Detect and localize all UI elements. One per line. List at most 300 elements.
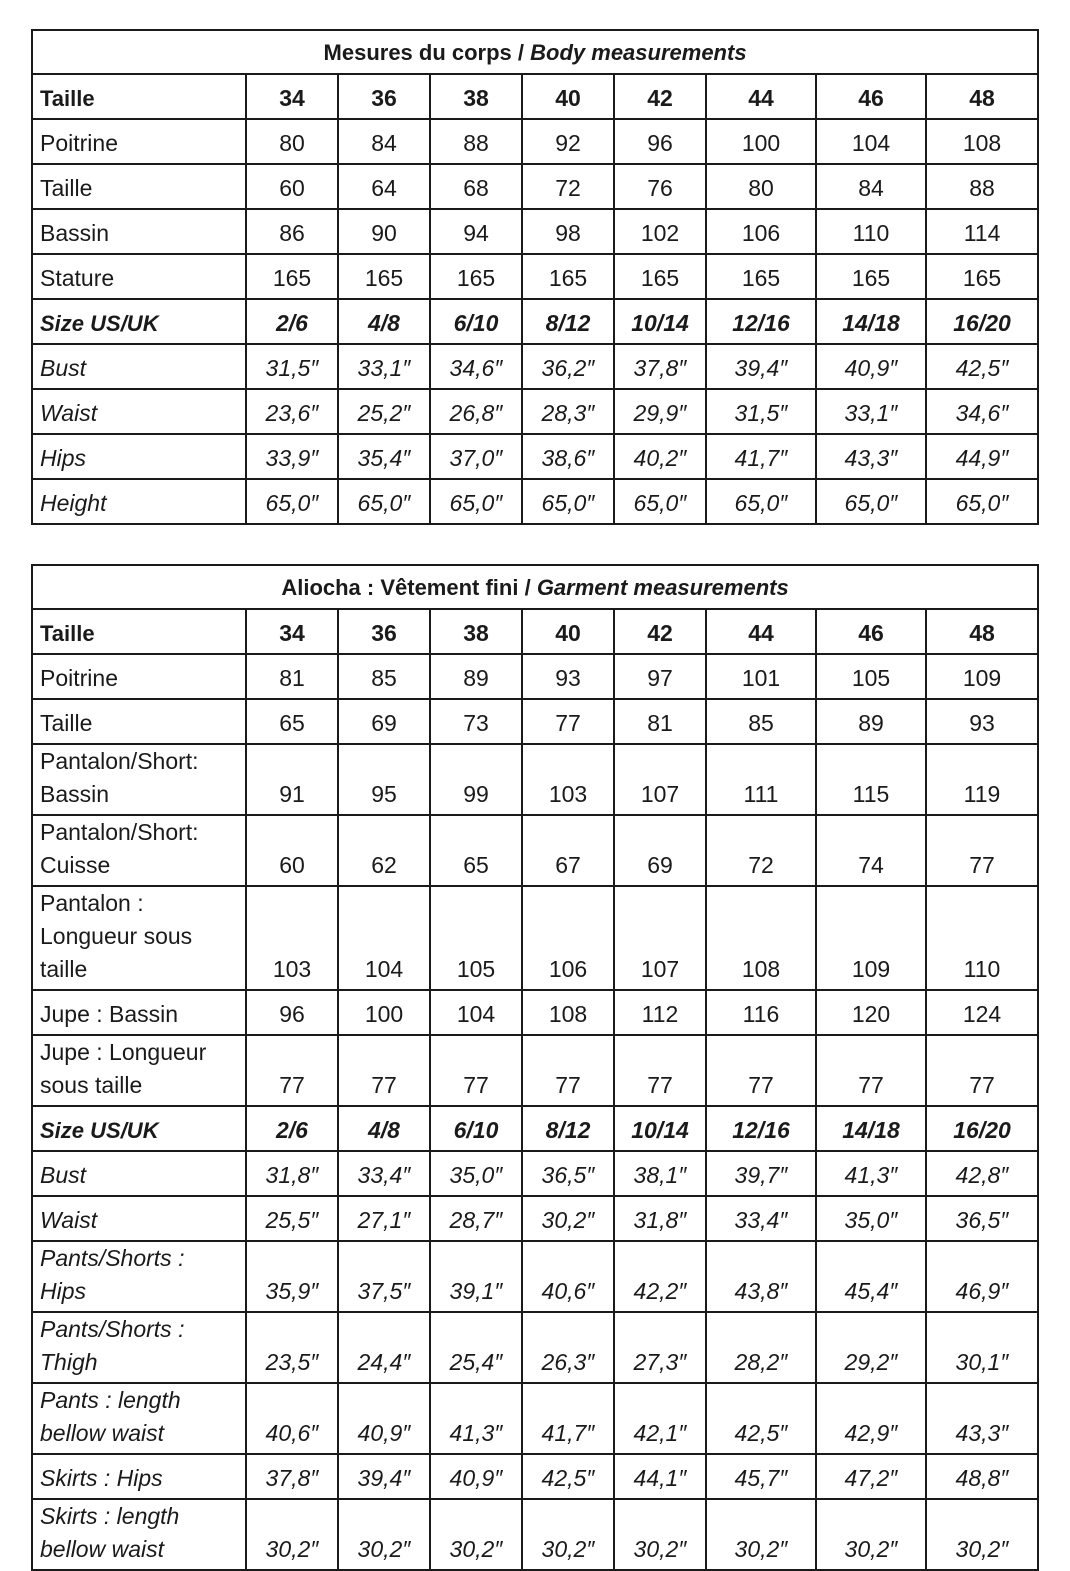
value-cell: 92	[522, 119, 614, 164]
value-cell: 72	[522, 164, 614, 209]
size-cell: 12/16	[706, 299, 816, 344]
value-cell: 30,2″	[522, 1196, 614, 1241]
value-cell: 65,0″	[430, 479, 522, 524]
size-cell: 42	[614, 74, 706, 119]
table-row	[32, 389, 1038, 434]
value-cell: 98	[522, 209, 614, 254]
value-cell: 69	[614, 815, 706, 886]
value-cell: 65	[430, 815, 522, 886]
size-cell: 2/6	[246, 299, 338, 344]
value-cell: 124	[926, 990, 1038, 1035]
value-cell: 28,2″	[706, 1312, 816, 1383]
value-cell: 88	[430, 119, 522, 164]
value-cell: 68	[430, 164, 522, 209]
value-cell: 33,4″	[338, 1151, 430, 1196]
value-cell: 42,8″	[926, 1151, 1038, 1196]
row-label-line: Cuisse	[40, 852, 111, 878]
row-label	[32, 254, 246, 299]
row-label-line: Pantalon/Short:	[40, 748, 199, 774]
value-cell: 29,2″	[816, 1312, 926, 1383]
value-cell: 100	[706, 119, 816, 164]
value-cell: 37,8″	[246, 1454, 338, 1499]
size-header-row	[32, 609, 1038, 654]
value-cell: 100	[338, 990, 430, 1035]
value-cell: 25,2″	[338, 389, 430, 434]
row-label-line: Thigh	[40, 1349, 98, 1375]
value-cell: 40,6″	[522, 1241, 614, 1312]
value-cell: 99	[430, 744, 522, 815]
size-cell: 48	[926, 74, 1038, 119]
row-label-line: taille	[40, 956, 88, 982]
value-cell: 33,1″	[338, 344, 430, 389]
size-cell: 6/10	[430, 1106, 522, 1151]
value-cell: 165	[430, 254, 522, 299]
value-cell: 105	[430, 886, 522, 990]
table-row	[32, 1241, 1038, 1312]
value-cell: 41,7″	[706, 434, 816, 479]
table-title-row	[32, 565, 1038, 609]
row-label	[32, 119, 246, 164]
value-cell: 26,3″	[522, 1312, 614, 1383]
row-label-line: Jupe : Longueur	[40, 1039, 207, 1065]
row-label: Size US/UK	[32, 299, 246, 344]
value-cell: 107	[614, 744, 706, 815]
value-cell: 110	[926, 886, 1038, 990]
value-cell: 30,2″	[614, 1499, 706, 1570]
row-label: Taille	[32, 74, 246, 119]
value-cell: 38,1″	[614, 1151, 706, 1196]
row-label	[32, 654, 246, 699]
size-cell: 48	[926, 609, 1038, 654]
value-cell: 165	[614, 254, 706, 299]
size-cell: 36	[338, 609, 430, 654]
size-cell: 2/6	[246, 1106, 338, 1151]
size-cell: 4/8	[338, 299, 430, 344]
size-cell: 46	[816, 609, 926, 654]
table-row	[32, 1312, 1038, 1383]
value-cell: 114	[926, 209, 1038, 254]
row-label-line: Bust	[40, 355, 87, 381]
size-cell: 44	[706, 74, 816, 119]
value-cell: 34,6″	[430, 344, 522, 389]
size-cell: 42	[614, 609, 706, 654]
row-label	[32, 699, 246, 744]
row-label-line: Bassin	[40, 781, 110, 807]
value-cell: 31,8″	[246, 1151, 338, 1196]
row-label: Taille	[32, 609, 246, 654]
value-cell: 30,1″	[926, 1312, 1038, 1383]
table-row	[32, 119, 1038, 164]
value-cell: 106	[706, 209, 816, 254]
value-cell: 46,9″	[926, 1241, 1038, 1312]
row-label-line: Pants : length	[40, 1387, 181, 1413]
value-cell: 165	[816, 254, 926, 299]
row-label	[32, 1499, 246, 1570]
table-title-row	[32, 30, 1038, 74]
value-cell: 96	[246, 990, 338, 1035]
row-label-line: Waist	[40, 1207, 98, 1233]
size-cell: 10/14	[614, 1106, 706, 1151]
value-cell: 48,8″	[926, 1454, 1038, 1499]
value-cell: 30,2″	[926, 1499, 1038, 1570]
value-cell: 42,5″	[926, 344, 1038, 389]
value-cell: 85	[338, 654, 430, 699]
value-cell: 64	[338, 164, 430, 209]
value-cell: 29,9″	[614, 389, 706, 434]
size-cell: 6/10	[430, 299, 522, 344]
value-cell: 65,0″	[926, 479, 1038, 524]
body-measurements-table	[31, 29, 1039, 525]
value-cell: 80	[706, 164, 816, 209]
row-label-line: bellow waist	[40, 1420, 164, 1446]
value-cell: 37,5″	[338, 1241, 430, 1312]
value-cell: 84	[338, 119, 430, 164]
row-label: Size US/UK	[32, 1106, 246, 1151]
value-cell: 77	[522, 1035, 614, 1106]
value-cell: 43,3″	[926, 1383, 1038, 1454]
value-cell: 65,0″	[246, 479, 338, 524]
value-cell: 109	[816, 886, 926, 990]
value-cell: 23,5″	[246, 1312, 338, 1383]
table-row	[32, 1499, 1038, 1570]
row-label-line: Pantalon/Short:	[40, 819, 199, 845]
size-cell: 8/12	[522, 299, 614, 344]
value-cell: 77	[614, 1035, 706, 1106]
value-cell: 108	[706, 886, 816, 990]
value-cell: 40,9″	[816, 344, 926, 389]
size-cell: 40	[522, 609, 614, 654]
row-label-line: Stature	[40, 265, 115, 291]
row-label	[32, 389, 246, 434]
value-cell: 42,5″	[706, 1383, 816, 1454]
size-cell: 34	[246, 74, 338, 119]
size-header-row	[32, 74, 1038, 119]
table-row	[32, 654, 1038, 699]
value-cell: 43,3″	[816, 434, 926, 479]
value-cell: 72	[706, 815, 816, 886]
value-cell: 60	[246, 164, 338, 209]
value-cell: 104	[816, 119, 926, 164]
value-cell: 102	[614, 209, 706, 254]
value-cell: 40,9″	[338, 1383, 430, 1454]
value-cell: 67	[522, 815, 614, 886]
value-cell: 31,5″	[706, 389, 816, 434]
value-cell: 65,0″	[614, 479, 706, 524]
size-cell: 12/16	[706, 1106, 816, 1151]
value-cell: 37,8″	[614, 344, 706, 389]
value-cell: 103	[246, 886, 338, 990]
value-cell: 165	[246, 254, 338, 299]
size-cell: 38	[430, 74, 522, 119]
value-cell: 119	[926, 744, 1038, 815]
value-cell: 39,4″	[706, 344, 816, 389]
value-cell: 25,4″	[430, 1312, 522, 1383]
size-cell: 8/12	[522, 1106, 614, 1151]
value-cell: 106	[522, 886, 614, 990]
row-label	[32, 1196, 246, 1241]
value-cell: 77	[430, 1035, 522, 1106]
value-cell: 94	[430, 209, 522, 254]
us-size-header-row	[32, 299, 1038, 344]
row-label-line: Bassin	[40, 220, 110, 246]
value-cell: 77	[338, 1035, 430, 1106]
row-label	[32, 1312, 246, 1383]
value-cell: 76	[614, 164, 706, 209]
value-cell: 39,7″	[706, 1151, 816, 1196]
value-cell: 93	[522, 654, 614, 699]
value-cell: 41,7″	[522, 1383, 614, 1454]
value-cell: 74	[816, 815, 926, 886]
row-label-line: Jupe : Bassin	[40, 1001, 179, 1027]
value-cell: 36,5″	[522, 1151, 614, 1196]
row-label-line: Skirts : length	[40, 1503, 180, 1529]
value-cell: 90	[338, 209, 430, 254]
title-en: Garment measurements	[536, 574, 789, 600]
size-cell: 34	[246, 609, 338, 654]
value-cell: 31,8″	[614, 1196, 706, 1241]
row-label-line: bellow waist	[40, 1536, 164, 1562]
value-cell: 88	[926, 164, 1038, 209]
row-label-line: Poitrine	[40, 665, 118, 691]
value-cell: 103	[522, 744, 614, 815]
size-cell: 36	[338, 74, 430, 119]
value-cell: 77	[926, 815, 1038, 886]
value-cell: 65,0″	[338, 479, 430, 524]
value-cell: 30,2″	[246, 1499, 338, 1570]
value-cell: 95	[338, 744, 430, 815]
value-cell: 93	[926, 699, 1038, 744]
value-cell: 44,9″	[926, 434, 1038, 479]
table-title	[32, 565, 1038, 609]
row-label-line: Hips	[40, 1278, 87, 1304]
value-cell: 69	[338, 699, 430, 744]
value-cell: 42,1″	[614, 1383, 706, 1454]
value-cell: 96	[614, 119, 706, 164]
value-cell: 24,4″	[338, 1312, 430, 1383]
value-cell: 73	[430, 699, 522, 744]
table-row	[32, 1454, 1038, 1499]
size-cell: 14/18	[816, 1106, 926, 1151]
value-cell: 30,2″	[816, 1499, 926, 1570]
value-cell: 104	[430, 990, 522, 1035]
value-cell: 120	[816, 990, 926, 1035]
us-size-header-row	[32, 1106, 1038, 1151]
row-label	[32, 1383, 246, 1454]
value-cell: 27,3″	[614, 1312, 706, 1383]
table-row	[32, 344, 1038, 389]
value-cell: 77	[522, 699, 614, 744]
row-label	[32, 744, 246, 815]
value-cell: 111	[706, 744, 816, 815]
row-label-line: Hips	[40, 445, 87, 471]
value-cell: 65,0″	[522, 479, 614, 524]
row-label	[32, 209, 246, 254]
value-cell: 81	[614, 699, 706, 744]
value-cell: 108	[522, 990, 614, 1035]
row-label-line: Pants/Shorts :	[40, 1316, 185, 1342]
value-cell: 105	[816, 654, 926, 699]
row-label	[32, 434, 246, 479]
value-cell: 65,0″	[816, 479, 926, 524]
value-cell: 115	[816, 744, 926, 815]
row-label	[32, 1035, 246, 1106]
table-body	[32, 30, 1038, 524]
value-cell: 77	[926, 1035, 1038, 1106]
table-row	[32, 209, 1038, 254]
value-cell: 109	[926, 654, 1038, 699]
value-cell: 65,0″	[706, 479, 816, 524]
size-cell: 16/20	[926, 299, 1038, 344]
value-cell: 40,2″	[614, 434, 706, 479]
table-row	[32, 164, 1038, 209]
value-cell: 45,4″	[816, 1241, 926, 1312]
row-label	[32, 344, 246, 389]
row-label	[32, 1241, 246, 1312]
value-cell: 31,5″	[246, 344, 338, 389]
table-row	[32, 1151, 1038, 1196]
value-cell: 165	[338, 254, 430, 299]
row-label-line: Bust	[40, 1162, 87, 1188]
value-cell: 165	[522, 254, 614, 299]
value-cell: 30,2″	[706, 1499, 816, 1570]
value-cell: 42,9″	[816, 1383, 926, 1454]
table-row	[32, 1035, 1038, 1106]
value-cell: 33,4″	[706, 1196, 816, 1241]
value-cell: 40,9″	[430, 1454, 522, 1499]
value-cell: 62	[338, 815, 430, 886]
value-cell: 35,0″	[816, 1196, 926, 1241]
value-cell: 35,9″	[246, 1241, 338, 1312]
value-cell: 97	[614, 654, 706, 699]
value-cell: 38,6″	[522, 434, 614, 479]
value-cell: 77	[706, 1035, 816, 1106]
value-cell: 47,2″	[816, 1454, 926, 1499]
value-cell: 35,4″	[338, 434, 430, 479]
value-cell: 36,5″	[926, 1196, 1038, 1241]
value-cell: 40,6″	[246, 1383, 338, 1454]
table-row	[32, 886, 1038, 990]
value-cell: 43,8″	[706, 1241, 816, 1312]
row-label	[32, 990, 246, 1035]
value-cell: 107	[614, 886, 706, 990]
value-cell: 28,3″	[522, 389, 614, 434]
row-label-line: Height	[40, 490, 107, 516]
value-cell: 33,9″	[246, 434, 338, 479]
row-label-line: Pantalon :	[40, 890, 144, 916]
value-cell: 77	[246, 1035, 338, 1106]
row-label-line: Skirts : Hips	[40, 1465, 163, 1491]
table-title	[32, 30, 1038, 74]
size-cell: 10/14	[614, 299, 706, 344]
title-fr: Mesures du corps /	[323, 39, 531, 65]
value-cell: 42,2″	[614, 1241, 706, 1312]
value-cell: 25,5″	[246, 1196, 338, 1241]
value-cell: 80	[246, 119, 338, 164]
value-cell: 41,3″	[430, 1383, 522, 1454]
value-cell: 37,0″	[430, 434, 522, 479]
value-cell: 81	[246, 654, 338, 699]
table-row	[32, 479, 1038, 524]
value-cell: 35,0″	[430, 1151, 522, 1196]
value-cell: 44,1″	[614, 1454, 706, 1499]
size-cell: 44	[706, 609, 816, 654]
value-cell: 84	[816, 164, 926, 209]
value-cell: 39,4″	[338, 1454, 430, 1499]
table-row	[32, 990, 1038, 1035]
value-cell: 86	[246, 209, 338, 254]
size-cell: 38	[430, 609, 522, 654]
size-cell: 46	[816, 74, 926, 119]
size-cell: 4/8	[338, 1106, 430, 1151]
value-cell: 85	[706, 699, 816, 744]
value-cell: 108	[926, 119, 1038, 164]
row-label-line: sous taille	[40, 1072, 143, 1098]
value-cell: 60	[246, 815, 338, 886]
value-cell: 116	[706, 990, 816, 1035]
title-en: Body measurements	[530, 39, 747, 65]
size-cell: 16/20	[926, 1106, 1038, 1151]
value-cell: 30,2″	[522, 1499, 614, 1570]
garment-measurements-table	[31, 564, 1039, 1571]
value-cell: 45,7″	[706, 1454, 816, 1499]
table-row	[32, 744, 1038, 815]
value-cell: 23,6″	[246, 389, 338, 434]
value-cell: 77	[816, 1035, 926, 1106]
row-label-line: Taille	[40, 175, 93, 201]
row-label	[32, 164, 246, 209]
value-cell: 101	[706, 654, 816, 699]
value-cell: 89	[816, 699, 926, 744]
value-cell: 34,6″	[926, 389, 1038, 434]
row-label-line: Taille	[40, 710, 93, 736]
row-label	[32, 886, 246, 990]
value-cell: 27,1″	[338, 1196, 430, 1241]
value-cell: 165	[926, 254, 1038, 299]
title-fr: Aliocha : Vêtement fini /	[281, 574, 537, 600]
value-cell: 42,5″	[522, 1454, 614, 1499]
size-cell: 40	[522, 74, 614, 119]
table-row	[32, 1196, 1038, 1241]
table-body	[32, 565, 1038, 1570]
value-cell: 26,8″	[430, 389, 522, 434]
row-label-line: Longueur sous	[40, 923, 193, 949]
table-row	[32, 1383, 1038, 1454]
row-label	[32, 1151, 246, 1196]
row-label-line: Pants/Shorts :	[40, 1245, 185, 1271]
table-row	[32, 434, 1038, 479]
value-cell: 65	[246, 699, 338, 744]
row-label	[32, 1454, 246, 1499]
row-label-line: Poitrine	[40, 130, 118, 156]
value-cell: 165	[706, 254, 816, 299]
table-row	[32, 699, 1038, 744]
value-cell: 104	[338, 886, 430, 990]
size-cell: 14/18	[816, 299, 926, 344]
value-cell: 30,2″	[430, 1499, 522, 1570]
value-cell: 41,3″	[816, 1151, 926, 1196]
table-row	[32, 254, 1038, 299]
value-cell: 91	[246, 744, 338, 815]
value-cell: 36,2″	[522, 344, 614, 389]
value-cell: 110	[816, 209, 926, 254]
value-cell: 33,1″	[816, 389, 926, 434]
row-label	[32, 479, 246, 524]
value-cell: 89	[430, 654, 522, 699]
value-cell: 112	[614, 990, 706, 1035]
row-label	[32, 815, 246, 886]
value-cell: 39,1″	[430, 1241, 522, 1312]
row-label-line: Waist	[40, 400, 98, 426]
